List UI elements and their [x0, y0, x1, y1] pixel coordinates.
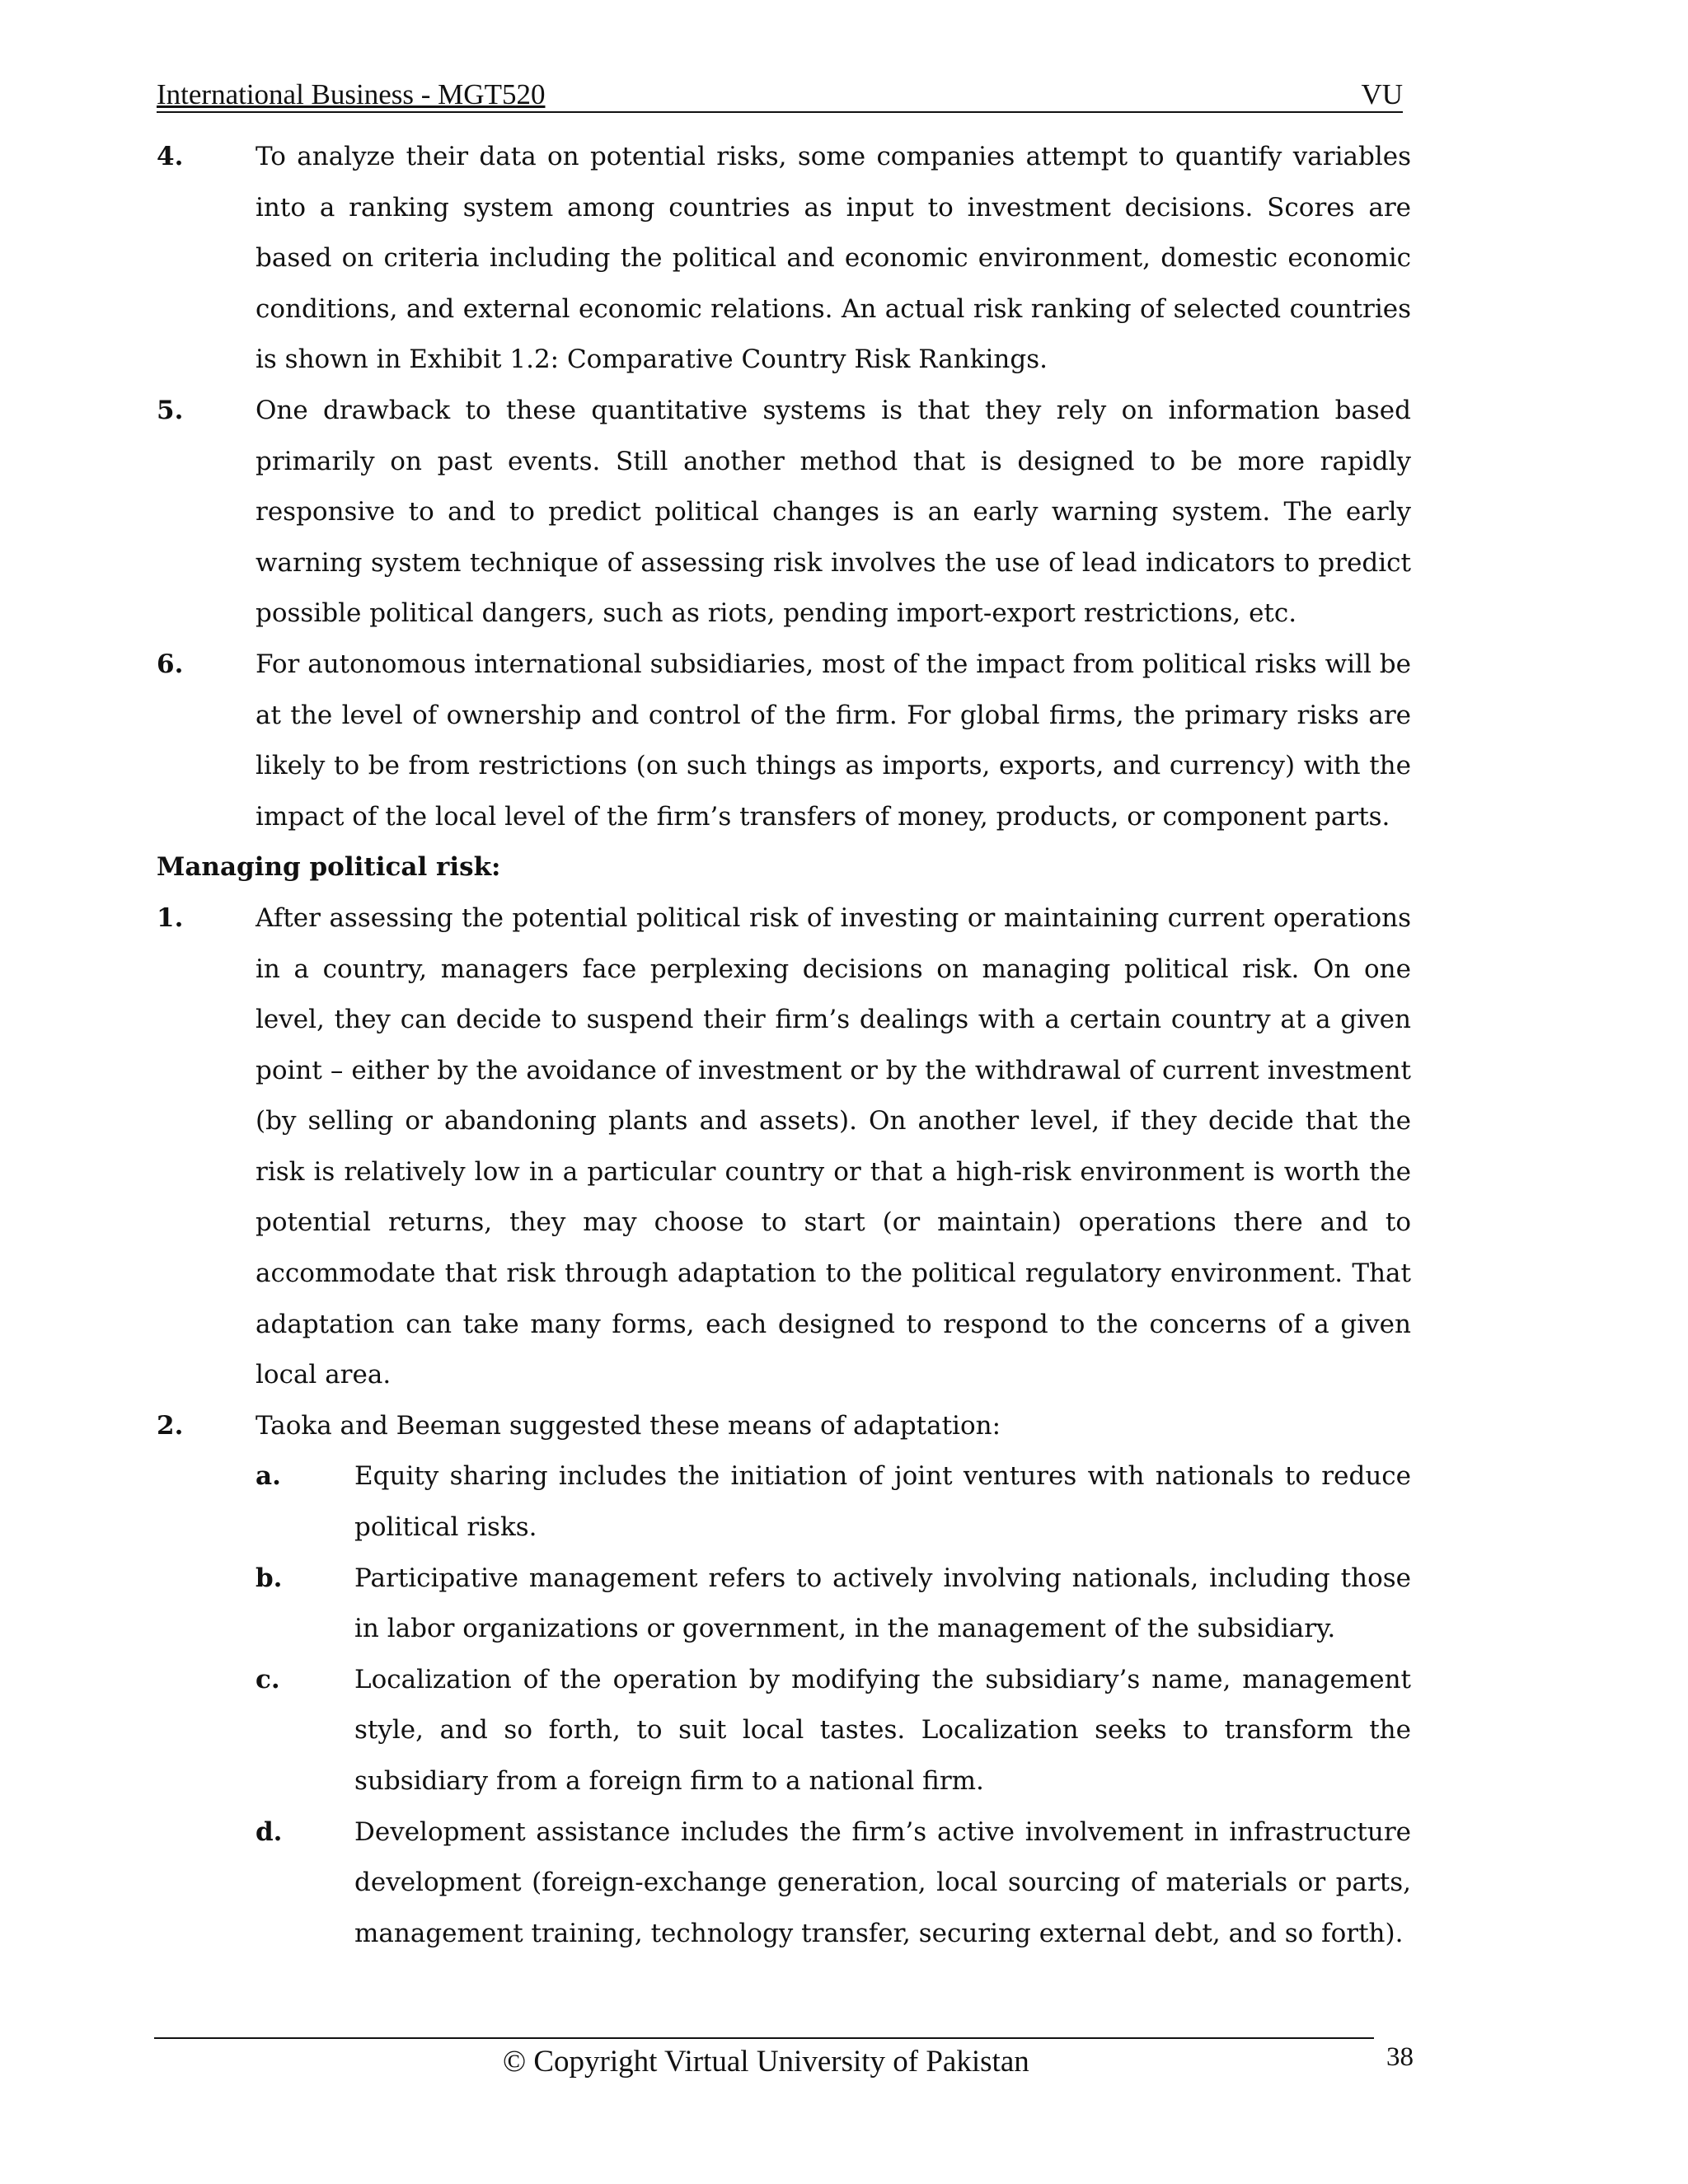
sub-item-letter: d.	[256, 1816, 283, 1847]
footer-divider	[154, 2037, 1374, 2039]
item-text: Taoka and Beeman suggested these means of adaptation:	[256, 1410, 1001, 1441]
list-item	[157, 1401, 1411, 1452]
item-number: 5.	[157, 395, 184, 425]
sub-item-letter: b.	[256, 1563, 283, 1593]
list-item	[157, 386, 1411, 640]
page-number: 38	[1386, 2042, 1414, 2072]
section-heading: Managing political risk:	[157, 852, 501, 883]
item-text: For autonomous international subsidiaries, most of the impact from political risks will be at the level of ownership and control of the firm. For global firms, the primary risks are likely to be from restrictions (on such things as imports, exports, and currency) with the impact of the local level of the firm’s transfers of money, products, or component parts.	[256, 649, 1411, 832]
sub-item-text: Development assistance includes the firm’s active involvement in infrastructure development (foreign-exchange generation, local sourcing of materials or parts, management training, technology transfer, securing external debt, and so forth).	[354, 1816, 1411, 1948]
header-course-title: International Business - MGT520	[157, 78, 546, 110]
list-item	[157, 893, 1411, 1401]
sub-list-item	[256, 1554, 1411, 1655]
list-item	[157, 132, 1411, 386]
item-text: To analyze their data on potential risks, some companies attempt to quantify variables into a ranking system among countries as input to investment decisions. Scores are based on criteria including the political and economic environment, domestic economic conditions, and external economic relations. An actual risk ranking of selected countries is shown in Exhibit 1.2: Comparative Country Risk Rankings.	[256, 142, 1411, 375]
sub-list-item	[256, 1807, 1411, 1960]
sub-item-text: Equity sharing includes the initiation of joint ventures with nationals to reduce political risks.	[354, 1461, 1411, 1543]
sub-item-letter: a.	[256, 1461, 281, 1492]
item-number: 6.	[157, 649, 184, 679]
item-text: One drawback to these quantitative systems is that they rely on information based primarily on past events. Still another method that is designed to be more rapidly responsive to and to predict political changes is an early warning system. The early warning system technique of assessing risk involves the use of lead indicators to predict possible political dangers, such as riots, pending import-export restrictions, etc.	[256, 395, 1411, 629]
item-text: After assessing the potential political risk of investing or maintaining current operations in a country, managers face perplexing decisions on managing political risk. On one level, they can decide to suspend their firm’s dealings with a certain country at a given point – either by the avoidance of investment or by the withdrawal of current investment (by selling or abandoning plants and assets). On another level, if they decide that the risk is relatively low in a particular country or that a high-risk environment is worth the potential returns, they may choose to start (or maintain) operations there and to accommodate that risk through adaptation to the political regulatory environment. That adaptation can take many forms, each designed to respond to the concerns of a given local area.	[256, 902, 1411, 1390]
sub-list-item	[256, 1451, 1411, 1553]
sub-list-item	[256, 1655, 1411, 1807]
header-org: VU	[1361, 78, 1403, 110]
page-header	[157, 78, 1403, 113]
sub-list	[256, 1451, 1411, 1959]
footer-copyright: © Copyright Virtual University of Pakistan	[503, 2045, 1029, 2079]
list-item	[157, 640, 1411, 842]
sub-item-letter: c.	[256, 1664, 280, 1694]
sub-item-text: Participative management refers to actively involving nationals, including those in labor organizations or government, in the management of the subsidiary.	[354, 1563, 1411, 1644]
item-number: 4.	[157, 142, 184, 171]
document-body	[157, 132, 1411, 1959]
sub-item-text: Localization of the operation by modifying the subsidiary’s name, management style, and so forth, to suit local tastes. Localization seeks to transform the subsidiary from a foreign firm to a national firm.	[354, 1664, 1411, 1796]
item-number: 1.	[157, 902, 184, 933]
item-number: 2.	[157, 1410, 184, 1441]
